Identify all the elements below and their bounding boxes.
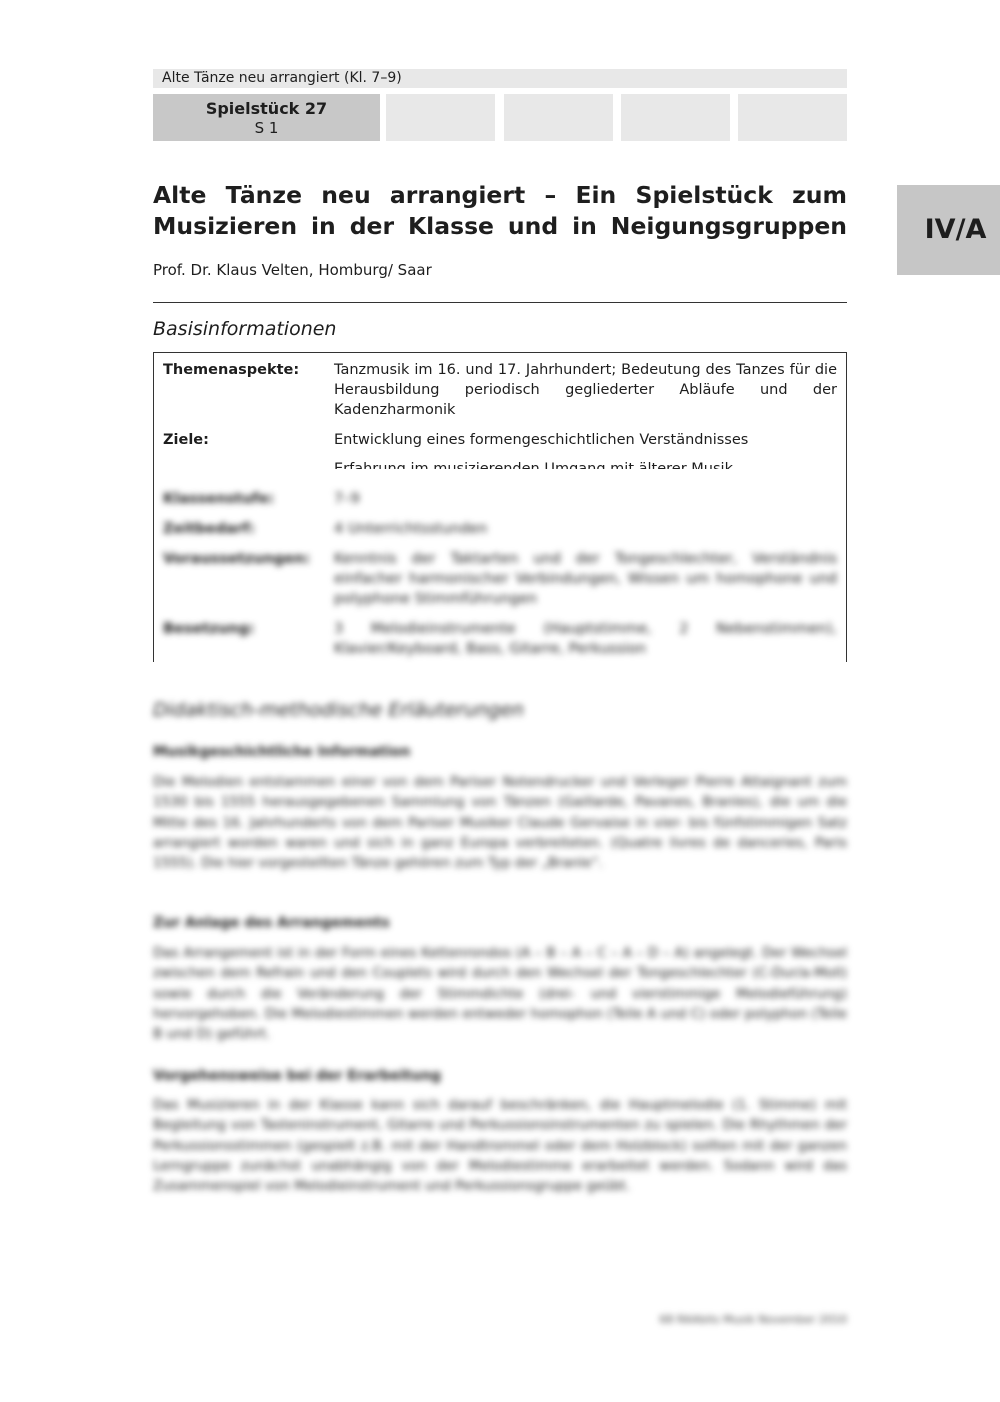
body-paragraph: Das Arrangement ist in der Form eines Kettenrondos (A – B – A – C – A – D – A) angelegt. Der Wechsel zwischen dem Refrain und den Couplets wird durch den Wechsel der Tongeschlechter (C-Dur/a-Moll) sowie durch die Veränderung der Stimmdichte (drei- und vierstimmige Melodieführung) hervorgehoben. Die Melodiestimmen werden entweder homophon (Teile A und C) oder polyphon (Teile B und D) geführt.	[153, 945, 847, 1043]
info-label: Klassenstufe:	[163, 491, 275, 507]
subheading: Vorgehensweise bei der Erarbeitung	[153, 1068, 442, 1084]
section-heading-didactic: Didaktisch-methodische Erläuterungen	[153, 699, 524, 721]
title-line-1: Alte Tänze neu arrangiert – Ein Spielstück zum	[153, 181, 847, 209]
page-tab-active	[153, 94, 380, 141]
page-tab-empty	[621, 94, 730, 141]
running-header: Alte Tänze neu arrangiert (Kl. 7–9)	[153, 69, 847, 88]
tab-title: Spielstück 27	[205, 99, 328, 118]
page-footer: 68 RAAbits Musik November 2010	[659, 1313, 847, 1326]
info-value: Tanzmusik im 16. und 17. Jahrhundert; Bedeutung des Tanzes für die Herausbildung periodisch gegliederter Abläufe und der Kadenzharmonik	[334, 362, 837, 418]
info-value: 7–9	[334, 491, 360, 507]
info-label: Themenaspekte:	[163, 362, 300, 378]
page-tab-empty	[386, 94, 495, 141]
info-label: Voraussetzungen:	[163, 551, 311, 567]
page-tab-empty	[504, 94, 613, 141]
info-label: Ziele:	[163, 432, 209, 448]
author-line: Prof. Dr. Klaus Velten, Homburg/ Saar	[153, 261, 432, 279]
info-label: Zeitbedarf:	[163, 521, 255, 537]
tab-page-number: S 1	[254, 119, 279, 137]
body-paragraph: Das Musizieren in der Klasse kann sich darauf beschränken, die Hauptmelodie (1. Stimme) mit Begleitung von Tasteninstrument, Gitarre und Perkussionsinstrumenten zu spielen. Die Rhythmen der Perkussionsstimmen (gespielt z.B. mit der Handtrommel oder dem Holzblock) sollten mit der ganzen Lerngruppe zunächst unabhängig von der Melodiestimme erarbeitet werden. Sodann wird das Zusammenspiel von Melodieinstrument und Perkussionsgruppe geübt.	[153, 1097, 847, 1195]
divider	[153, 302, 847, 303]
subheading: Zur Anlage des Arrangements	[153, 915, 390, 931]
chapter-side-tab: IV/A	[897, 185, 1000, 275]
blurred-region	[154, 469, 846, 663]
body-paragraph: Die Melodien entstammen einer von dem Pariser Notendrucker und Verleger Pierre Attaignant zum 1530 bis 1555 herausgegebenen Sammlung von Tänzen (Gaillarde, Pavanes, Branles), die um die Mitte des 16. Jahrhunderts von dem Pariser Musiker Claude Gervaise in vier- bis fünfstimmigen Satz arrangiert worden waren und sich in ganz Europa verbreiteten. (Quatre livres de danceries, Paris 1555). Die hier vorgestellten Tänze gehören zum Typ der „Branle“.	[153, 774, 847, 872]
info-label: Besetzung:	[163, 621, 255, 637]
title-line-2: Musizieren in der Klasse und in Neigungsgruppen	[153, 212, 847, 240]
info-value: Entwicklung eines formengeschichtlichen Verständnisses	[334, 432, 749, 448]
basis-info-box	[153, 352, 847, 662]
info-value: 4 Unterrichtsstunden	[334, 521, 488, 537]
section-heading-basis: Basisinformationen	[153, 318, 337, 340]
info-value: Kenntnis der Taktarten und der Tongeschlechter, Verständnis einfacher harmonischer Verbindungen, Wissen um homophone und polyphone Stimmführungen	[334, 551, 837, 607]
page-title	[153, 180, 847, 242]
subheading: Musikgeschichtliche Information	[153, 744, 411, 760]
info-value: 3 Melodieinstrumente (Hauptstimme, 2 Nebenstimmen), Klavier/Keyboard, Bass, Gitarre, Perkussion	[334, 621, 837, 657]
page-tab-empty	[738, 94, 847, 141]
